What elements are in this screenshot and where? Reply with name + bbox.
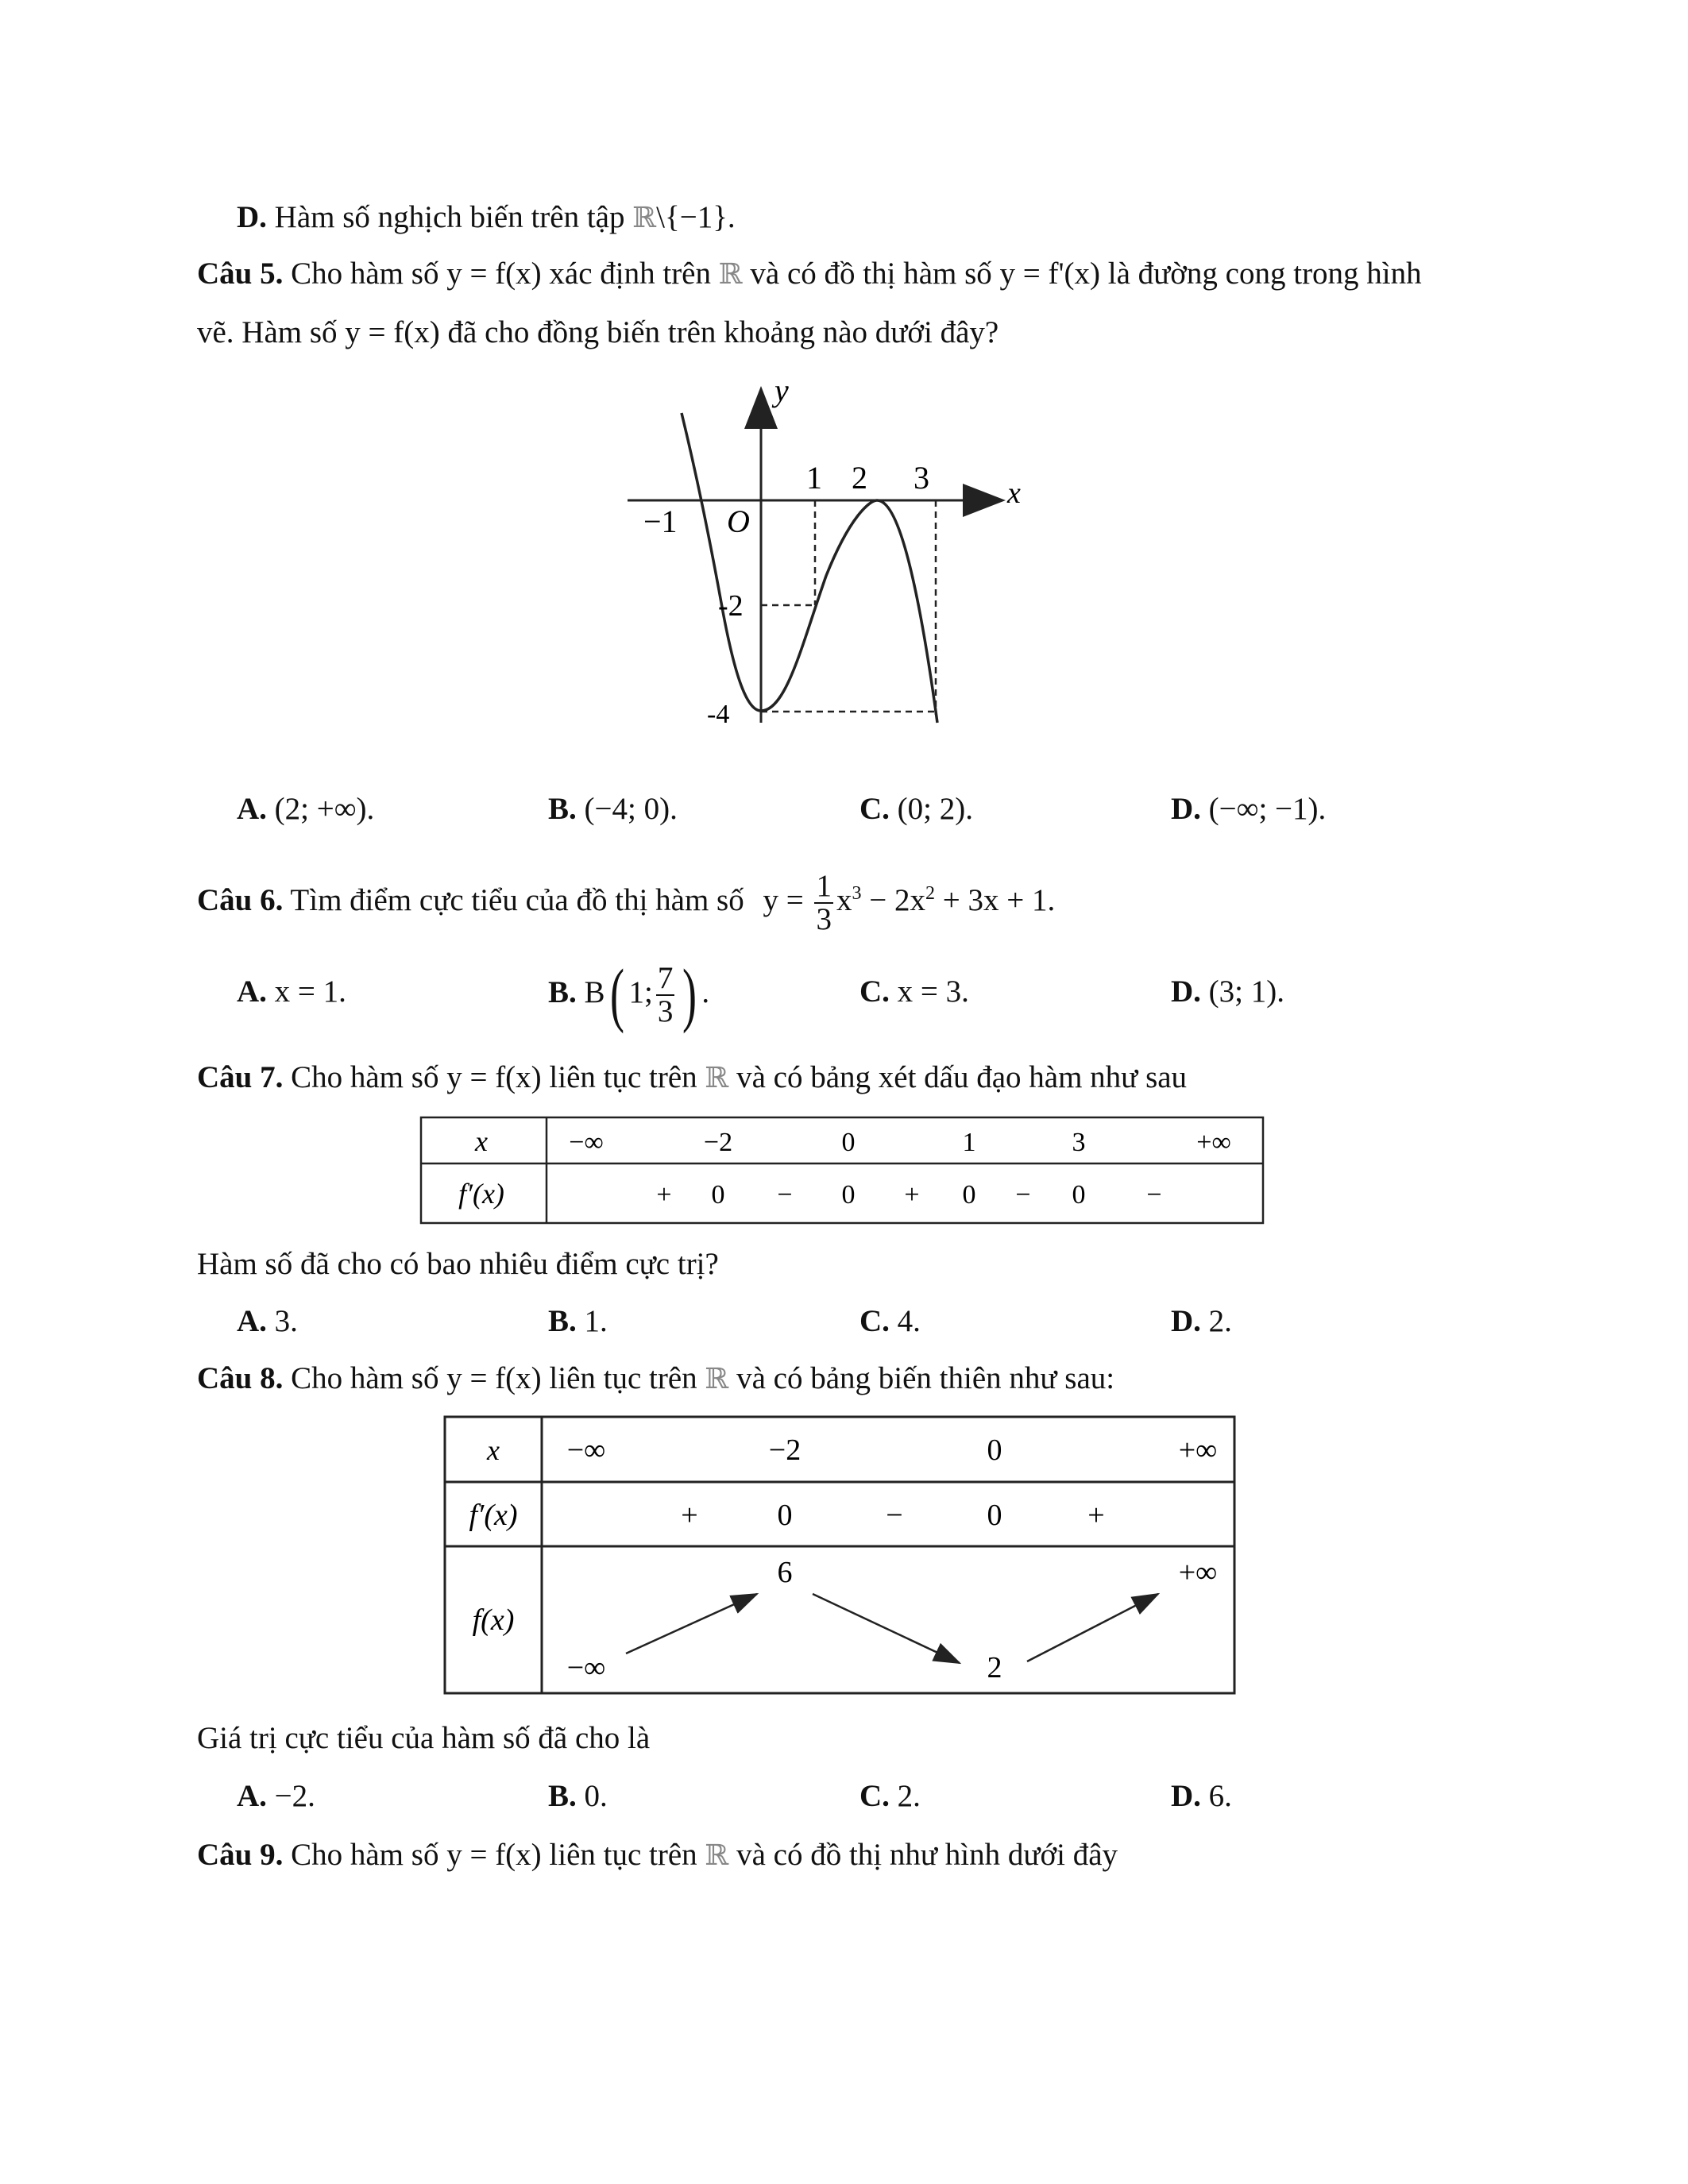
x-value: 0 xyxy=(987,1433,1002,1467)
option-text: 1. xyxy=(584,1304,608,1338)
option-text: x = 1. xyxy=(274,974,346,1009)
q8-variation-table xyxy=(443,1415,1238,1697)
option-label: D. xyxy=(237,200,267,234)
eq-term1: x xyxy=(836,883,852,917)
sign: 0 xyxy=(777,1499,793,1532)
increase-arrow xyxy=(626,1594,757,1653)
x-tick-1: 1 xyxy=(806,460,822,496)
q8-line xyxy=(197,1360,1114,1399)
q7-option-b[interactable] xyxy=(548,1302,608,1341)
sign: − xyxy=(886,1499,903,1532)
sign: 0 xyxy=(987,1499,1002,1532)
q8-text-b: và có bảng biến thiên như sau: xyxy=(728,1361,1115,1395)
frac-num: 1 xyxy=(816,869,832,904)
prev-option-d xyxy=(237,199,736,237)
q8-text-a: Cho hàm số y = f(x) liên tục trên xyxy=(291,1361,705,1395)
x-value: +∞ xyxy=(1196,1128,1231,1157)
q5-derivative-graph xyxy=(620,373,1041,739)
sign: − xyxy=(1146,1180,1162,1210)
y-axis-label: y xyxy=(774,373,789,408)
increase-arrow xyxy=(1027,1594,1158,1661)
x-value: −∞ xyxy=(569,1128,604,1157)
q8-option-b[interactable] xyxy=(548,1777,608,1815)
sign: 0 xyxy=(711,1180,725,1210)
option-label: C. xyxy=(859,792,890,826)
q7-line xyxy=(197,1059,1187,1098)
sign: 0 xyxy=(841,1180,856,1210)
eq-exp1: 3 xyxy=(852,883,862,904)
q5-line-1 xyxy=(197,255,1422,294)
q6-text: Tìm điểm cực tiểu của đồ thị hàm số xyxy=(290,883,744,917)
x-value: 1 xyxy=(962,1128,976,1157)
q6-label: Câu 6. xyxy=(197,883,284,917)
real-set-symbol: ℝ xyxy=(718,258,743,291)
f-value: 2 xyxy=(987,1651,1002,1684)
eq-lhs: y = xyxy=(763,883,804,917)
row-head-fprime: f′(x) xyxy=(469,1499,518,1532)
option-text: (−∞; −1). xyxy=(1208,792,1327,826)
x-value: +∞ xyxy=(1178,1433,1218,1467)
option-label: D. xyxy=(1171,792,1201,826)
f-value: +∞ xyxy=(1178,1556,1218,1589)
q8-option-a[interactable] xyxy=(237,1777,315,1815)
sign: + xyxy=(656,1180,672,1210)
x-value: −∞ xyxy=(566,1433,606,1467)
eq-exp2: 2 xyxy=(925,883,935,904)
option-label: B. xyxy=(548,1779,577,1813)
option-text: 4. xyxy=(897,1304,921,1338)
q6-option-a[interactable] xyxy=(237,973,346,1011)
q8-option-d[interactable] xyxy=(1171,1777,1232,1815)
option-label: A. xyxy=(237,1779,267,1813)
q7-option-c[interactable] xyxy=(859,1302,921,1341)
q5-option-d[interactable] xyxy=(1171,790,1326,828)
q7-option-a[interactable] xyxy=(237,1302,298,1341)
q5-option-b[interactable] xyxy=(548,790,678,828)
option-text: (2; +∞). xyxy=(274,792,375,826)
sign: − xyxy=(777,1180,793,1210)
option-label: A. xyxy=(237,792,267,826)
option-label: B. xyxy=(548,975,577,1009)
q5-label: Câu 5. xyxy=(197,257,284,291)
q7-question: Hàm số đã cho có bao nhiêu điểm cực trị? xyxy=(197,1247,719,1281)
row-head-f: f(x) xyxy=(472,1603,515,1637)
real-set-symbol: ℝ xyxy=(705,1062,729,1094)
decrease-arrow xyxy=(813,1594,960,1663)
q9-line xyxy=(197,1836,1118,1875)
option-text: Hàm số nghịch biến trên tập xyxy=(274,200,633,234)
row-head-fprime: f′(x) xyxy=(458,1178,504,1210)
q8-question: Giá trị cực tiểu của hàm số đã cho là xyxy=(197,1721,651,1755)
q9-label: Câu 9. xyxy=(197,1838,284,1872)
q5-line-2: vẽ. Hàm số y = f(x) đã cho đồng biến trên khoảng nào dưới đây? xyxy=(197,315,999,349)
y-tick-neg2: -2 xyxy=(718,589,744,623)
point-y-fraction xyxy=(656,963,675,1028)
x-value: −2 xyxy=(703,1128,733,1157)
frac-den: 3 xyxy=(816,902,832,937)
q7-text-a: Cho hàm số y = f(x) liên tục trên xyxy=(291,1060,705,1094)
q6-equation xyxy=(763,869,1056,937)
sign: − xyxy=(1015,1180,1031,1210)
q8-option-c[interactable] xyxy=(859,1777,921,1815)
y-tick-neg4: -4 xyxy=(707,700,730,729)
f-value: 6 xyxy=(777,1556,793,1589)
eq-term3: + 3x + 1. xyxy=(934,883,1056,917)
q6-option-b[interactable] xyxy=(548,953,710,1035)
option-label: C. xyxy=(859,1779,890,1813)
sign: + xyxy=(681,1499,698,1532)
option-label: D. xyxy=(1171,974,1201,1009)
paren-open: ( xyxy=(609,955,624,1035)
option-suffix: . xyxy=(701,975,710,1009)
sign: 0 xyxy=(962,1180,976,1210)
row-head-x: x xyxy=(475,1125,488,1157)
option-text: 3. xyxy=(274,1304,298,1338)
origin-label: O xyxy=(727,504,750,539)
q7-sign-table xyxy=(419,1116,1265,1227)
sign: + xyxy=(904,1180,920,1210)
q6-option-c[interactable] xyxy=(859,973,969,1011)
option-text: −2. xyxy=(274,1779,315,1813)
option-text: 2. xyxy=(1208,1304,1232,1338)
real-set-symbol: ℝ xyxy=(705,1839,729,1872)
q6-option-d[interactable] xyxy=(1171,973,1284,1011)
q9-text-a: Cho hàm số y = f(x) liên tục trên xyxy=(291,1838,705,1872)
q7-option-d[interactable] xyxy=(1171,1302,1232,1341)
frac-num: 7 xyxy=(657,961,674,996)
q5-option-c[interactable] xyxy=(859,790,973,828)
option-text: 0. xyxy=(584,1779,608,1813)
frac-den: 3 xyxy=(657,994,674,1029)
x-axis-label: x xyxy=(1007,477,1021,510)
option-label: A. xyxy=(237,974,267,1009)
option-label: B. xyxy=(548,1304,577,1338)
real-set-symbol: ℝ xyxy=(705,1363,729,1395)
option-text: x = 3. xyxy=(897,974,969,1009)
option-text: (3; 1). xyxy=(1208,974,1284,1009)
option-label: C. xyxy=(859,1304,890,1338)
q6-line xyxy=(197,854,1056,937)
real-set-symbol: ℝ xyxy=(632,202,657,234)
x-tick-neg1: −1 xyxy=(643,504,678,539)
q5-text-b: và có đồ thị hàm số y = f'(x) là đường cong trong hình xyxy=(742,257,1422,291)
x-tick-3: 3 xyxy=(914,460,929,496)
option-text: 2. xyxy=(897,1779,921,1813)
f-value: −∞ xyxy=(566,1651,606,1684)
point-name: B xyxy=(584,975,605,1009)
sign: 0 xyxy=(1072,1180,1086,1210)
q9-text-b: và có đồ thị như hình dưới đây xyxy=(728,1838,1118,1872)
row-head-x: x xyxy=(487,1434,500,1466)
option-label: C. xyxy=(859,974,890,1009)
option-label: B. xyxy=(548,792,577,826)
q5-text-a: Cho hàm số y = f(x) xác định trên xyxy=(291,257,719,291)
q5-option-a[interactable] xyxy=(237,790,374,828)
option-text: (0; 2). xyxy=(897,792,973,826)
x-value: −2 xyxy=(768,1433,802,1467)
option-label: D. xyxy=(1171,1304,1201,1338)
option-label: D. xyxy=(1171,1779,1201,1813)
option-label: A. xyxy=(237,1304,267,1338)
eq-term2: − 2x xyxy=(861,883,925,917)
x-value: 3 xyxy=(1072,1128,1086,1157)
option-text: (−4; 0). xyxy=(584,792,678,826)
paren-close: ) xyxy=(682,955,697,1035)
q7-text-b: và có bảng xét dấu đạo hàm như sau xyxy=(728,1060,1188,1094)
eq-fraction xyxy=(814,870,833,936)
option-text-tail: \{−1}. xyxy=(656,200,736,234)
option-text: 6. xyxy=(1208,1779,1232,1813)
q7-label: Câu 7. xyxy=(197,1060,284,1094)
x-tick-2: 2 xyxy=(852,460,867,496)
q8-label: Câu 8. xyxy=(197,1361,284,1395)
point-x: 1; xyxy=(628,975,653,1009)
x-value: 0 xyxy=(841,1128,856,1157)
sign: + xyxy=(1087,1499,1105,1532)
